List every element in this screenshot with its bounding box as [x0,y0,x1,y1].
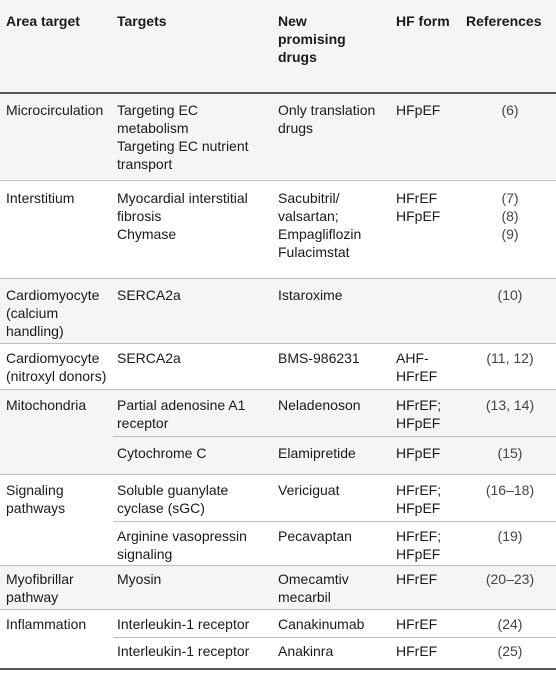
cell-refs: (16–18) [485,482,535,498]
cell-targets: SERCA2a [117,287,181,303]
header-references: References [466,13,542,29]
cell-targets: Partial adenosine A1 receptor [117,397,246,431]
cell-area: Cardiomyocyte (nitroxyl donors) [6,350,107,384]
cell-hf-form: HFrEF; HFpEF [396,482,442,516]
cell-hf-form: HFrEF HFpEF [396,190,441,224]
cell-refs: (25) [497,643,523,659]
cell-targets: Arginine vasopressin signaling [117,528,247,562]
row-divider [0,180,556,181]
row-divider [0,343,556,344]
cell-refs: (20–23) [485,571,535,587]
cell-area: Microcirculation [6,102,104,118]
cell-drugs: Elamipretide [278,445,356,461]
cell-hf-form: HFrEF; HFpEF [396,528,442,562]
cell-refs: (19) [497,528,523,544]
cell-drugs: Sacubitril/ valsartan; Empagliflozin Fulacimstat [278,190,362,260]
cell-targets: Cytochrome C [117,445,207,461]
header-drugs: New promising drugs [278,13,346,65]
cell-hf-form: HFrEF [396,643,438,659]
cell-area: Inflammation [6,616,87,632]
sub-row-divider [113,521,556,522]
cell-hf-form: HFrEF [396,571,438,587]
cell-drugs: Canakinumab [278,616,365,632]
cell-drugs: Vericiguat [278,482,340,498]
header-hf-form: HF form [396,13,450,29]
cell-drugs: Pecavaptan [278,528,352,544]
cell-area: Cardiomyocyte (calcium handling) [6,287,100,339]
cell-drugs: Only translation drugs [278,102,376,136]
cell-hf-form: HFrEF; HFpEF [396,397,442,431]
cell-targets: Myosin [117,571,162,587]
cell-targets: Interleukin-1 receptor [117,643,250,659]
cell-drugs: Anakinra [278,643,334,659]
cell-refs: (7) (8) (9) [501,190,519,242]
cell-targets: Myocardial interstitial fibrosis Chymase [117,190,248,242]
cell-refs: (10) [497,287,523,303]
cell-area: Mitochondria [6,397,87,413]
cell-hf-form: AHF- HFrEF [396,350,438,384]
sub-row-divider [113,637,556,638]
row-divider [0,474,556,475]
cell-refs: (11, 12) [486,350,534,366]
cell-refs: (6) [501,102,519,118]
cell-refs: (13, 14) [485,397,535,413]
cell-hf-form: HFpEF [396,445,441,461]
cell-refs: (15) [497,445,523,461]
cell-targets: Interleukin-1 receptor [117,616,250,632]
cell-hf-form: HFpEF [396,102,441,118]
cell-refs: (24) [497,616,523,632]
header-targets: Targets [117,13,167,29]
row-divider [0,609,556,610]
table-bottom-rule [0,668,556,670]
cell-drugs: BMS-986231 [278,350,360,366]
header-area-target: Area target [6,13,80,29]
sub-row-divider [113,436,556,437]
cell-hf-form: HFrEF [396,616,438,632]
cell-drugs: Istaroxime [278,287,343,303]
cell-targets: Soluble guanylate cyclase (sGC) [117,482,229,516]
cell-area: Myofibrillar pathway [6,571,74,605]
cell-area: Signaling pathways [6,482,66,516]
cell-targets: Targeting EC metabolism Targeting EC nutrient transport [117,102,249,172]
cell-drugs: Neladenoson [278,397,361,413]
cell-drugs: Omecamtiv mecarbil [278,571,349,605]
cell-targets: SERCA2a [117,350,181,366]
cell-area: Interstitium [6,190,75,206]
